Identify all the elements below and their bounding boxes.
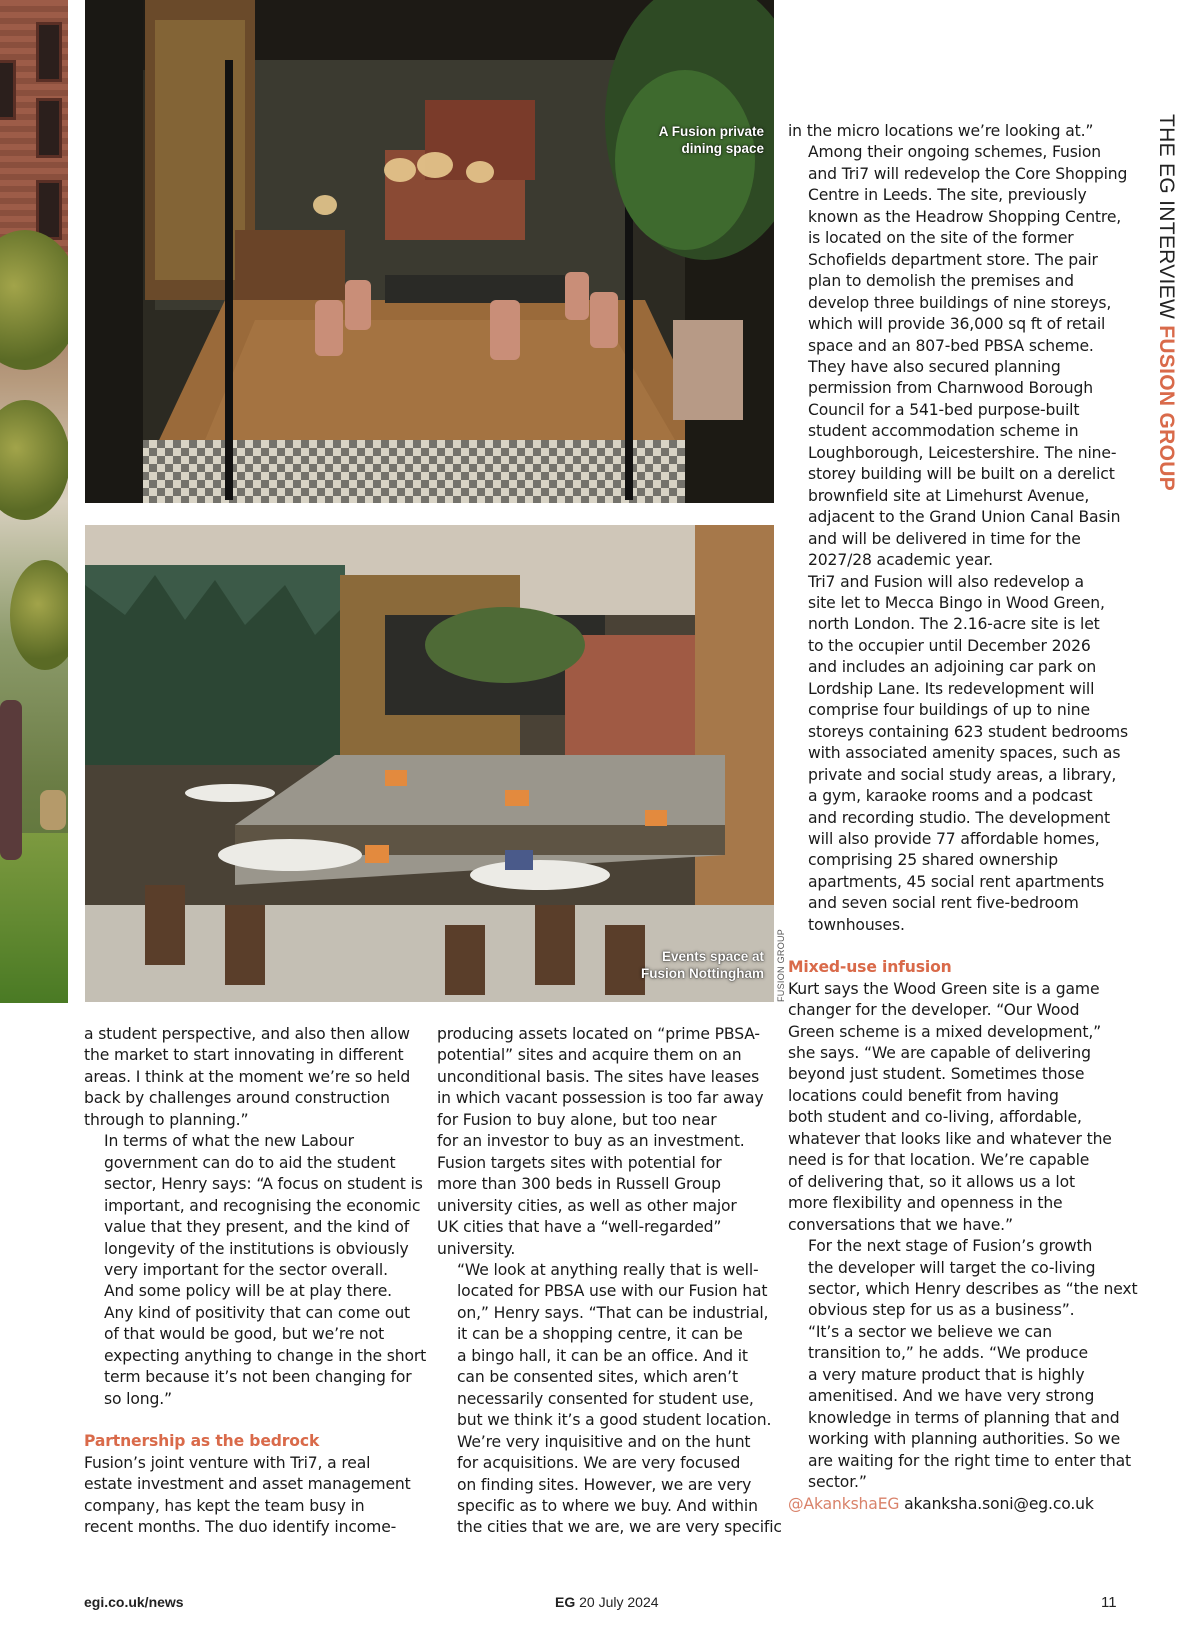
text-line: located for PBSA use with our Fusion hat [457, 1282, 768, 1301]
text-line: sector, which Henry describes as “the next [808, 1280, 1138, 1299]
article-column-1 [84, 1024, 427, 1538]
text-line: We’re very inquisitive and on the hunt [457, 1432, 751, 1451]
paragraph [437, 1024, 772, 1260]
text-line: north London. The 2.16-acre site is let [808, 615, 1100, 634]
text-line: 2027/28 academic year. [808, 551, 993, 570]
caption-line: A Fusion private [658, 124, 764, 139]
text-line: for Fusion to buy alone, but too near [437, 1110, 717, 1129]
caption-line: Events space at [661, 949, 764, 964]
text-line: of that would be good, but we’re not [104, 1325, 385, 1344]
text-line: university. [437, 1239, 516, 1258]
text-line: but we think it’s a good student location. [457, 1411, 772, 1430]
text-line: Centre in Leeds. The site, previously [808, 186, 1087, 205]
text-line: estate investment and asset management [84, 1475, 411, 1494]
text-line: more flexibility and openness in the [788, 1194, 1063, 1213]
author-signoff [788, 1494, 1128, 1515]
text-line: Kurt says the Wood Green site is a game [788, 979, 1100, 998]
text-line: and recording studio. The development [808, 808, 1110, 827]
text-line: brownfield site at Limehurst Avenue, [808, 486, 1090, 505]
text-line: areas. I think at the moment we’re so held [84, 1067, 411, 1086]
paragraph [788, 979, 1128, 1236]
paragraph [84, 1453, 419, 1539]
text-line: adjacent to the Grand Union Canal Basin [808, 508, 1121, 527]
text-line: a very mature product that is highly [808, 1365, 1085, 1384]
text-line: can be consented sites, which aren’t [457, 1368, 738, 1387]
text-line: important, and recognising the economic [104, 1196, 421, 1215]
text-line: plan to demolish the premises and [808, 272, 1074, 291]
text-line: potential” sites and acquire them on an [437, 1046, 742, 1065]
text-line: a bingo hall, it can be an office. And it [457, 1346, 748, 1365]
text-line: so long.” [104, 1389, 172, 1408]
footer-issue [555, 1594, 659, 1610]
text-line: longevity of the institutions is obviously [104, 1239, 409, 1258]
text-line: producing assets located on “prime PBSA- [437, 1025, 760, 1043]
text-line: and includes an adjoining car park on [808, 658, 1097, 677]
paragraph [437, 1260, 782, 1539]
text-line: with associated amenity spaces, such as [808, 744, 1121, 763]
text-line: They have also secured planning [808, 357, 1061, 376]
text-line: through to planning.” [84, 1110, 249, 1129]
text-line: storey building will be built on a derelict [808, 465, 1115, 484]
text-line: university cities, as well as other major [437, 1196, 737, 1215]
text-line: Among their ongoing schemes, Fusion [808, 143, 1101, 162]
article-column-2 [437, 1024, 782, 1539]
events-space-caption [641, 948, 764, 982]
text-line: Any kind of positivity that can come out [104, 1303, 411, 1322]
text-line: “It’s a sector we believe we can [808, 1322, 1053, 1341]
text-line: she says. “We are capable of delivering [788, 1044, 1091, 1063]
text-line: government can do to aid the student [104, 1153, 396, 1172]
text-line: storeys containing 623 student bedrooms [808, 722, 1128, 741]
text-line: value that they present, and the kind of [104, 1218, 410, 1237]
text-line: necessarily consented for student use, [457, 1389, 754, 1408]
text-line: permission from Charnwood Borough [808, 379, 1093, 398]
text-line: will also provide 77 affordable homes, [808, 829, 1100, 848]
subheading-mixed-use: Mixed-use infusion [788, 958, 952, 977]
text-line: Lordship Lane. Its redevelopment will [808, 679, 1095, 698]
text-line: private and social study areas, a library, [808, 765, 1117, 784]
text-line: Fusion targets sites with potential for [437, 1153, 722, 1172]
paragraph [84, 1024, 419, 1131]
text-line: it can be a shopping centre, it can be [457, 1325, 743, 1344]
text-line: Council for a 541-bed purpose-built [808, 400, 1080, 419]
paragraph [788, 121, 1128, 142]
dining-space-photo [85, 0, 774, 503]
text-line: which will provide 36,000 sq ft of retail [808, 315, 1106, 334]
text-line: obvious step for us as a business”. [808, 1301, 1075, 1320]
text-line: student accommodation scheme in [808, 422, 1079, 441]
article-column-3 [788, 121, 1138, 1515]
text-line: of delivering that, so it allows us a lot [788, 1172, 1075, 1191]
text-line: expecting anything to change in the short [104, 1346, 427, 1365]
text-line: Tri7 and Fusion will also redevelop a [808, 572, 1084, 591]
author-twitter-link[interactable]: @AkankshaEG [788, 1494, 900, 1513]
text-line: very important for the sector overall. [104, 1260, 388, 1279]
text-line: For the next stage of Fusion’s growth [808, 1237, 1093, 1256]
facing-page-photo-edge [0, 0, 68, 1003]
paragraph [788, 1236, 1138, 1322]
dining-space-caption [659, 123, 764, 157]
text-line: And some policy will be at play there. [104, 1282, 392, 1301]
text-line: more than 300 beds in Russell Group [437, 1175, 721, 1194]
text-line: for acquisitions. We are very focused [457, 1454, 741, 1473]
footer-url-link[interactable]: egi.co.uk/news [84, 1594, 184, 1610]
text-line: a gym, karaoke rooms and a podcast [808, 787, 1093, 806]
text-line: company, has kept the team busy in [84, 1496, 365, 1515]
text-line: Loughborough, Leicestershire. The nine- [808, 443, 1117, 462]
text-line: back by challenges around construction [84, 1089, 390, 1108]
subheading-partnership: Partnership as the bedrock [84, 1432, 320, 1451]
text-line: “We look at anything really that is well- [457, 1260, 759, 1279]
text-line: in which vacant possession is too far away [437, 1089, 764, 1108]
text-line: a student perspective, and also then allow [84, 1025, 410, 1043]
paragraph [788, 142, 1128, 357]
text-line: beyond just student. Sometimes those [788, 1065, 1085, 1084]
text-line: develop three buildings of nine storeys, [808, 293, 1112, 312]
text-line: Green scheme is a mixed development,” [788, 1022, 1102, 1041]
text-line: the developer will target the co-living [808, 1258, 1096, 1277]
text-line: the cities that we are, we are very specific [457, 1518, 782, 1537]
text-line: knowledge in terms of planning that and [808, 1408, 1120, 1427]
text-line: sector.” [808, 1473, 867, 1492]
caption-line: dining space [681, 141, 764, 156]
text-line: transition to,” he adds. “We produce [808, 1344, 1088, 1363]
running-head-subject: FUSION GROUP [1155, 325, 1178, 492]
text-line: in the micro locations we’re looking at.” [788, 122, 1094, 140]
text-line: to the occupier until December 2026 [808, 636, 1091, 655]
text-line: for an investor to buy as an investment. [437, 1132, 745, 1151]
text-line: changer for the developer. “Our Wood [788, 1001, 1080, 1020]
text-line: locations could benefit from having [788, 1086, 1059, 1105]
text-line: term because it’s not been changing for [104, 1368, 412, 1387]
text-line: conversations that we have.” [788, 1215, 1013, 1234]
text-line: on,” Henry says. “That can be industrial, [457, 1303, 769, 1322]
text-line: townhouses. [808, 915, 905, 934]
text-line: recent months. The duo identify income- [84, 1517, 397, 1536]
footer-magazine: EG [555, 1594, 576, 1610]
text-line: are waiting for the right time to enter that [808, 1451, 1131, 1470]
text-line: on finding sites. However, we are very [457, 1475, 752, 1494]
paragraph [788, 572, 1128, 937]
paragraph [788, 357, 1128, 572]
text-line: site let to Mecca Bingo in Wood Green, [808, 593, 1105, 612]
running-head-section: THE EG INTERVIEW [1155, 114, 1178, 320]
text-line: and seven social rent five-bedroom [808, 894, 1079, 913]
text-line: specific as to where we buy. And within [457, 1496, 758, 1515]
text-line: working with planning authorities. So we [808, 1430, 1121, 1449]
text-line: apartments, 45 social rent apartments [808, 872, 1105, 891]
text-line: whatever that looks like and whatever the [788, 1129, 1112, 1148]
text-line: comprise four buildings of up to nine [808, 701, 1090, 720]
text-line: the market to start innovating in different [84, 1046, 404, 1065]
text-line: and Tri7 will redevelop the Core Shopping [808, 164, 1128, 183]
text-line: Fusion’s joint venture with Tri7, a real [84, 1453, 371, 1472]
page-number: 11 [1101, 1594, 1117, 1611]
text-line: known as the Headrow Shopping Centre, [808, 207, 1122, 226]
text-line: both student and co-living, affordable, [788, 1108, 1082, 1127]
author-email-link[interactable]: akanksha.soni@eg.co.uk [904, 1494, 1094, 1513]
paragraph [788, 1322, 1131, 1494]
text-line: sector, Henry says: “A focus on student is [104, 1175, 423, 1194]
text-line: need is for that location. We’re capable [788, 1151, 1090, 1170]
text-line: UK cities that have a “well-regarded” [437, 1218, 722, 1237]
running-head [1148, 114, 1178, 492]
text-line: In terms of what the new Labour [104, 1132, 354, 1151]
text-line: unconditional basis. The sites have leases [437, 1067, 760, 1086]
photo-credit: FUSION GROUP [776, 928, 786, 1002]
text-line: is located on the site of the former [808, 229, 1074, 248]
caption-line: Fusion Nottingham [641, 966, 764, 981]
text-line: space and an 807-bed PBSA scheme. [808, 336, 1094, 355]
events-space-photo [85, 525, 774, 1002]
footer-date: 20 July 2024 [579, 1594, 659, 1610]
text-line: amenitised. And we have very strong [808, 1387, 1095, 1406]
paragraph [84, 1131, 427, 1410]
text-line: and will be delivered in time for the [808, 529, 1081, 548]
text-line: comprising 25 shared ownership [808, 851, 1058, 870]
text-line: Schofields department store. The pair [808, 250, 1098, 269]
